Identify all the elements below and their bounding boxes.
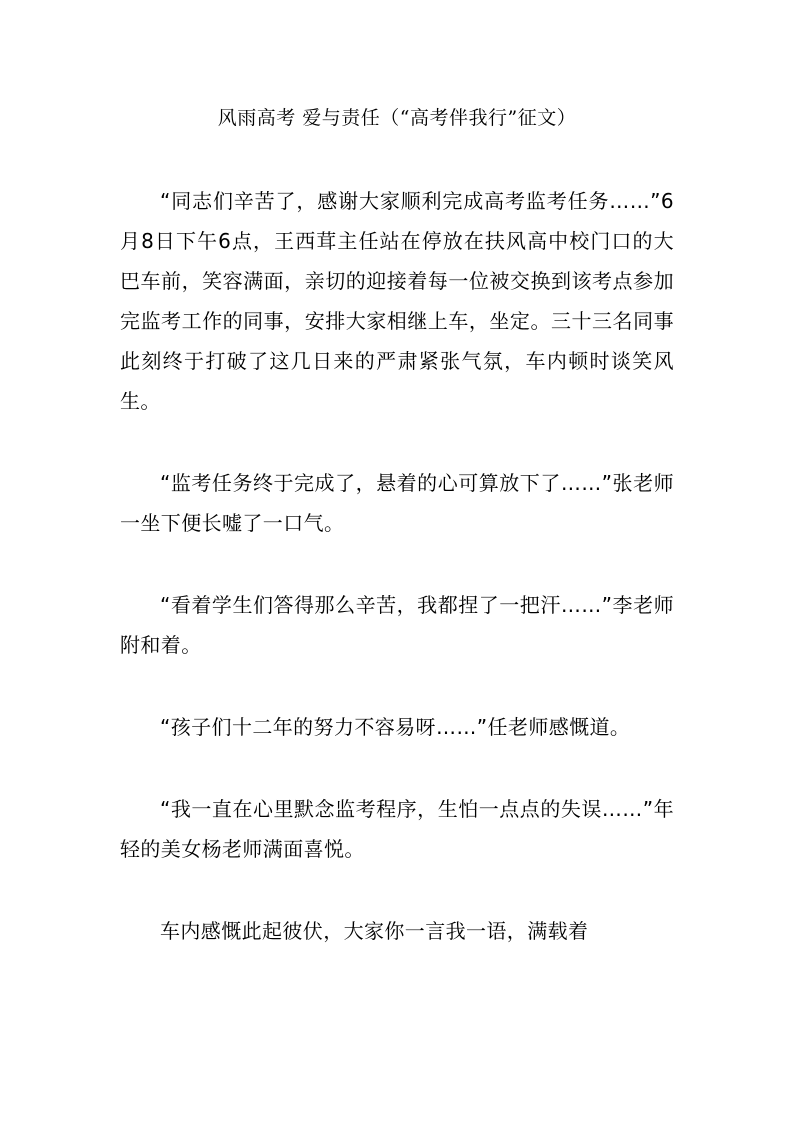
paragraph-2: “监考任务终于完成了，悬着的心可算放下了……”张老师一坐下便长嘘了一口气。: [120, 471, 674, 535]
paragraph-4: “孩子们十二年的努力不容易呀……”任老师感慨道。: [160, 715, 631, 739]
paragraph-1: “同志们辛苦了，感谢大家顺利完成高考监考任务……”6月8日下午6点，王西茸主任站在停放在扶风高中校门口的大巴车前，笑容满面，亲切的迎接着每一位被交换到该考点参加完监考工作的同事，安排大家相继上车，坐定。三十三名同事此刻终于打破了这几日来的严肃紧张气氛，车内顿时谈笑风生。: [120, 189, 674, 413]
document-title: 风雨高考 爱与责任（“高考伴我行”征文）: [217, 107, 577, 129]
paragraph-6: 车内感慨此起彼伏，大家你一言我一语，满载着: [160, 919, 589, 943]
document-body: [120, 181, 674, 951]
paragraph-5: “我一直在心里默念监考程序，生怕一点点的失误……”年轻的美女杨老师满面喜悦。: [120, 797, 674, 861]
paragraph-3: “看着学生们答得那么辛苦，我都捏了一把汗……”李老师附和着。: [120, 593, 674, 657]
